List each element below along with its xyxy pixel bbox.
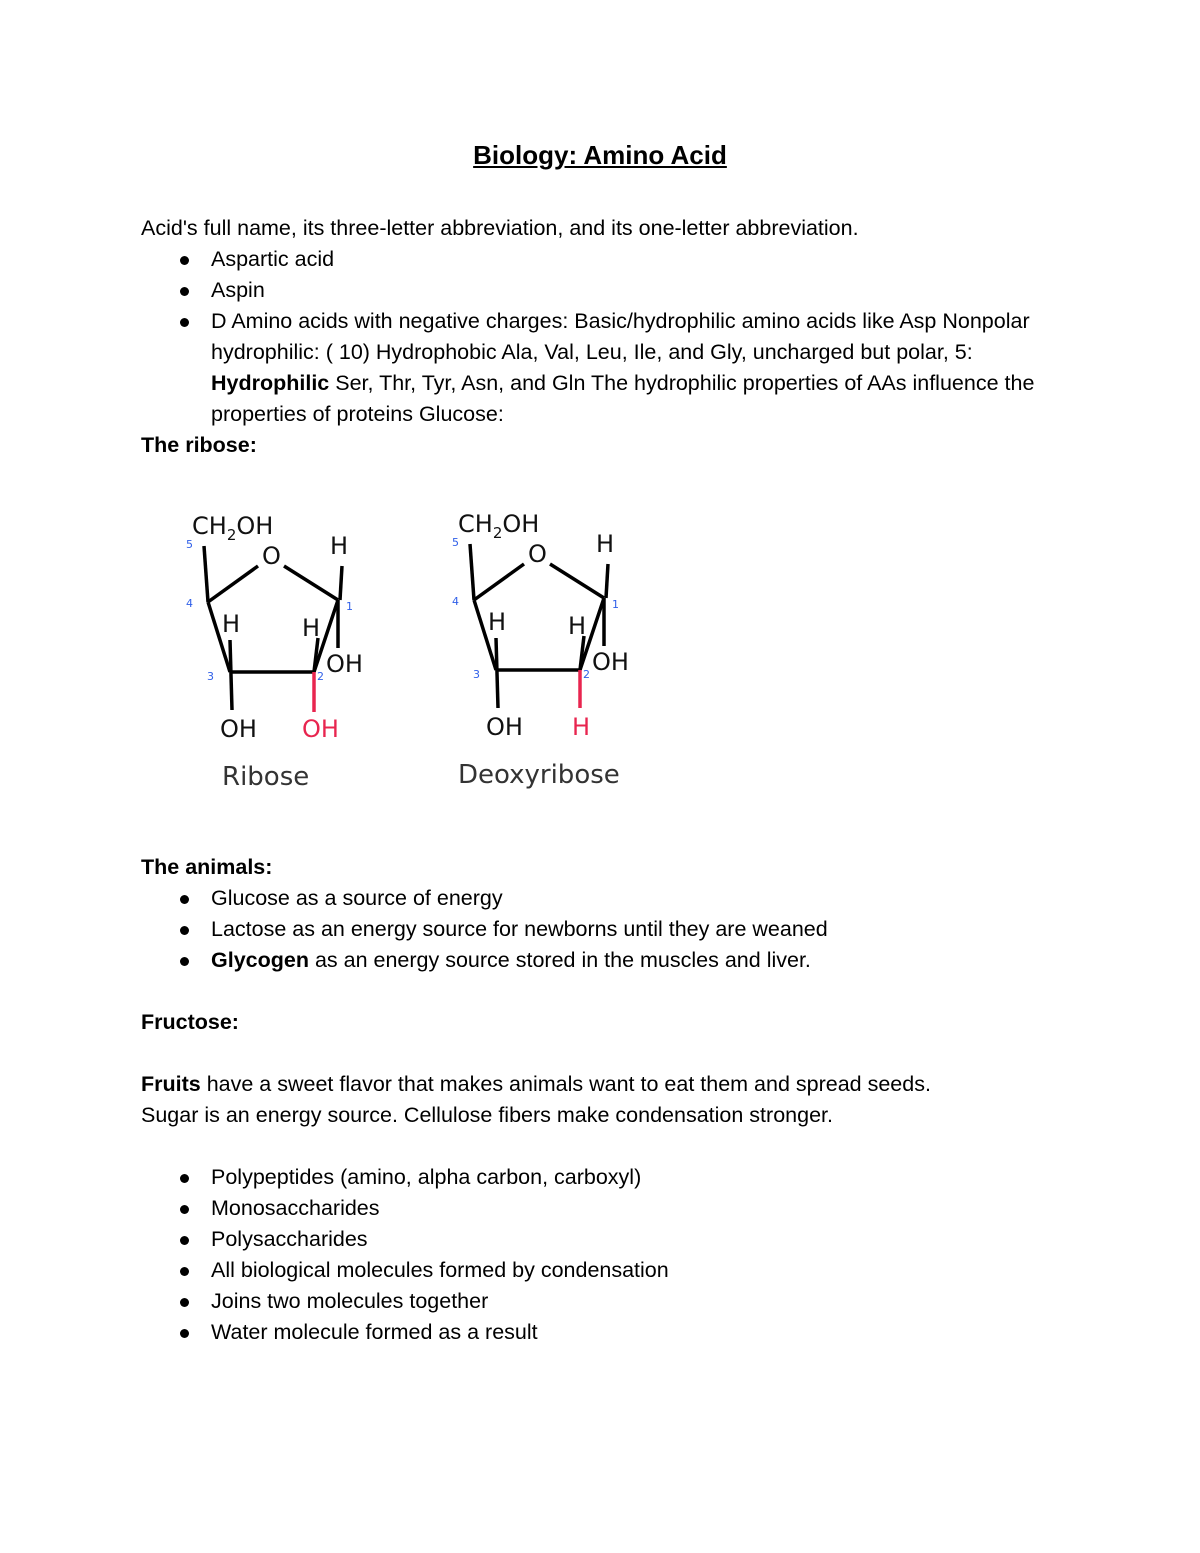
page-title: Biology: Amino Acid — [473, 140, 727, 170]
list-item: Glycogen as an energy source stored in the muscles and liver. — [141, 945, 828, 976]
ribose-number-2: 2 — [317, 670, 324, 683]
animals-heading: The animals: — [141, 855, 273, 879]
fruits-paragraph-line1: Fruits have a sweet flavor that makes animals want to eat them and spread seeds. — [141, 1072, 931, 1096]
list-item: Aspin — [141, 275, 1071, 306]
bullet-icon — [180, 256, 189, 265]
deoxyribose-oh-bottom-left: OH — [486, 713, 523, 741]
bullet-icon — [180, 926, 189, 935]
list-item: Water molecule formed as a result — [141, 1317, 669, 1348]
ribose-oh-bottom-left: OH — [220, 715, 257, 743]
list-item: Polysaccharides — [141, 1224, 669, 1255]
ribose-heading: The ribose: — [141, 433, 257, 457]
bullet-icon — [180, 318, 189, 327]
deoxyribose-number-5: 5 — [452, 536, 459, 549]
molecules-list — [141, 1162, 669, 1348]
fructose-heading: Fructose: — [141, 1010, 239, 1034]
ribose-oh-right: OH — [326, 650, 363, 678]
ribose-number-3: 3 — [207, 670, 214, 683]
deoxyribose-number-4: 4 — [452, 595, 459, 608]
deoxyribose-h-left: H — [488, 608, 507, 636]
list-item: Joins two molecules together — [141, 1286, 669, 1317]
ribose-caption: Ribose — [222, 762, 310, 792]
deoxyribose-ring-oxygen: O — [528, 540, 547, 568]
bullet-icon — [180, 1174, 189, 1183]
bullet-icon — [180, 895, 189, 904]
ribose-h-left: H — [222, 610, 241, 638]
bullet-icon — [180, 1205, 189, 1214]
deoxyribose-number-1: 1 — [612, 598, 619, 611]
ribose-ch2oh: $CH_2OH$ — [192, 512, 274, 544]
deoxyribose-oh-right: OH — [592, 648, 629, 676]
list-item: Glucose as a source of energy — [141, 883, 828, 914]
ribose-h-top: H — [330, 532, 349, 560]
ribose-figure — [170, 500, 650, 810]
ribose-ring-oxygen: O — [262, 542, 281, 570]
ribose-number-5: 5 — [186, 538, 193, 551]
deoxyribose-structure — [452, 510, 629, 790]
ribose-number-1: 1 — [346, 600, 353, 613]
bullet-icon — [180, 957, 189, 966]
list-item: Monosaccharides — [141, 1193, 669, 1224]
bullet-icon — [180, 1298, 189, 1307]
deoxyribose-number-3: 3 — [473, 668, 480, 681]
deoxyribose-ch2oh: $CH_2OH$ — [458, 510, 540, 542]
deoxyribose-number-2: 2 — [583, 668, 590, 681]
amino-acid-list — [141, 244, 1071, 430]
fruits-paragraph-line2: Sugar is an energy source. Cellulose fibers make condensation stronger. — [141, 1103, 833, 1127]
ribose-number-4: 4 — [186, 597, 193, 610]
list-item: Lactose as an energy source for newborns until they are weaned — [141, 914, 828, 945]
bullet-icon — [180, 1236, 189, 1245]
deoxyribose-caption: Deoxyribose — [458, 760, 620, 790]
ribose-h-right: H — [302, 614, 321, 642]
bullet-icon — [180, 1329, 189, 1338]
ribose-structure — [186, 512, 363, 792]
bullet-icon — [180, 287, 189, 296]
list-item: Aspartic acid — [141, 244, 1071, 275]
list-item: Polypeptides (amino, alpha carbon, carboxyl) — [141, 1162, 669, 1193]
list-item: All biological molecules formed by condensation — [141, 1255, 669, 1286]
deoxyribose-h-bottom-right: H — [572, 713, 591, 741]
ribose-oh-bottom-right: OH — [302, 715, 339, 743]
deoxyribose-h-right: H — [568, 612, 587, 640]
deoxyribose-h-top: H — [596, 530, 615, 558]
intro-text: Acid's full name, its three-letter abbreviation, and its one-letter abbreviation. — [141, 216, 859, 240]
list-item: D Amino acids with negative charges: Basic/hydrophilic amino acids like Asp Nonpolar hydrophilic: ( 10) Hydrophobic Ala, Val, Leu, Ile, and Gly, uncharged but polar, 5: Hydrophilic Ser, Thr, Tyr, Asn, and Gln The hydrophilic properties of AAs influence the properties of proteins Glucose: — [141, 306, 1071, 430]
bullet-icon — [180, 1267, 189, 1276]
animals-list — [141, 883, 828, 976]
